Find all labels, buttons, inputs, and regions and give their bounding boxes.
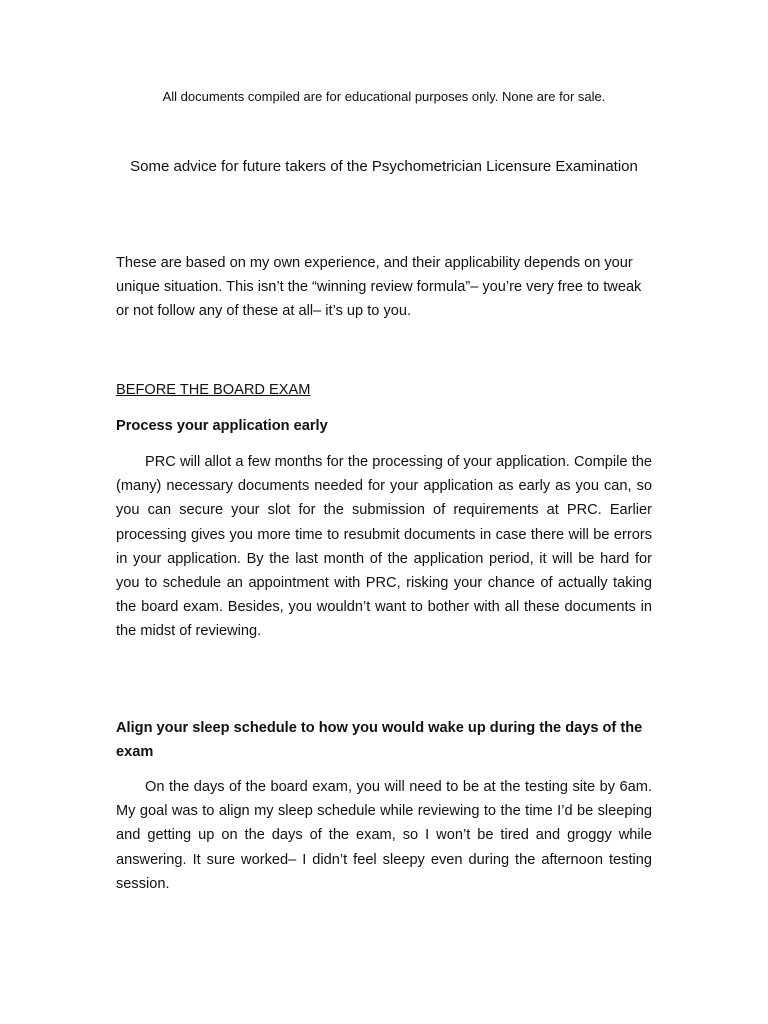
subheading-sleep-schedule: Align your sleep schedule to how you would wake up during the days of the exam (116, 720, 643, 760)
disclaimer-text: All documents compiled are for educational purposes only. None are for sale. (162, 89, 606, 104)
document-title: Some advice for future takers of the Psychometrician Licensure Examination (130, 158, 638, 175)
intro-paragraph: These are based on my own experience, and their applicability depends on your unique situation. This isn’t the “winning review formula”– you’re very free to tweak or not follow any of these at all– it’s up to you. (116, 255, 642, 320)
paragraph-sleep-schedule: On the days of the board exam, you will need to be at the testing site by 6am. My goal was to align my sleep schedule while reviewing to the time I’d be sleeping and getting up on the days of the exam, so I won’t be tired and groggy while answering. It sure worked– I didn’t feel sleepy even during the afternoon testing session. (116, 779, 652, 892)
paragraph-process-application: PRC will allot a few months for the processing of your application. Compile the (many) necessary documents needed for your application as early as you can, so you can secure your slot for the submission of requirements at PRC. Earlier processing gives you more time to resubmit documents in case there will be errors in your application. By the last month of the application period, it will be hard for you to schedule an appointment with PRC, risking your chance of actually taking the board exam. Besides, you wouldn’t want to bother with all these documents in the midst of reviewing. (116, 454, 652, 640)
subheading-process-application: Process your application early (116, 418, 328, 434)
section-heading-before-exam: BEFORE THE BOARD EXAM (116, 382, 311, 398)
